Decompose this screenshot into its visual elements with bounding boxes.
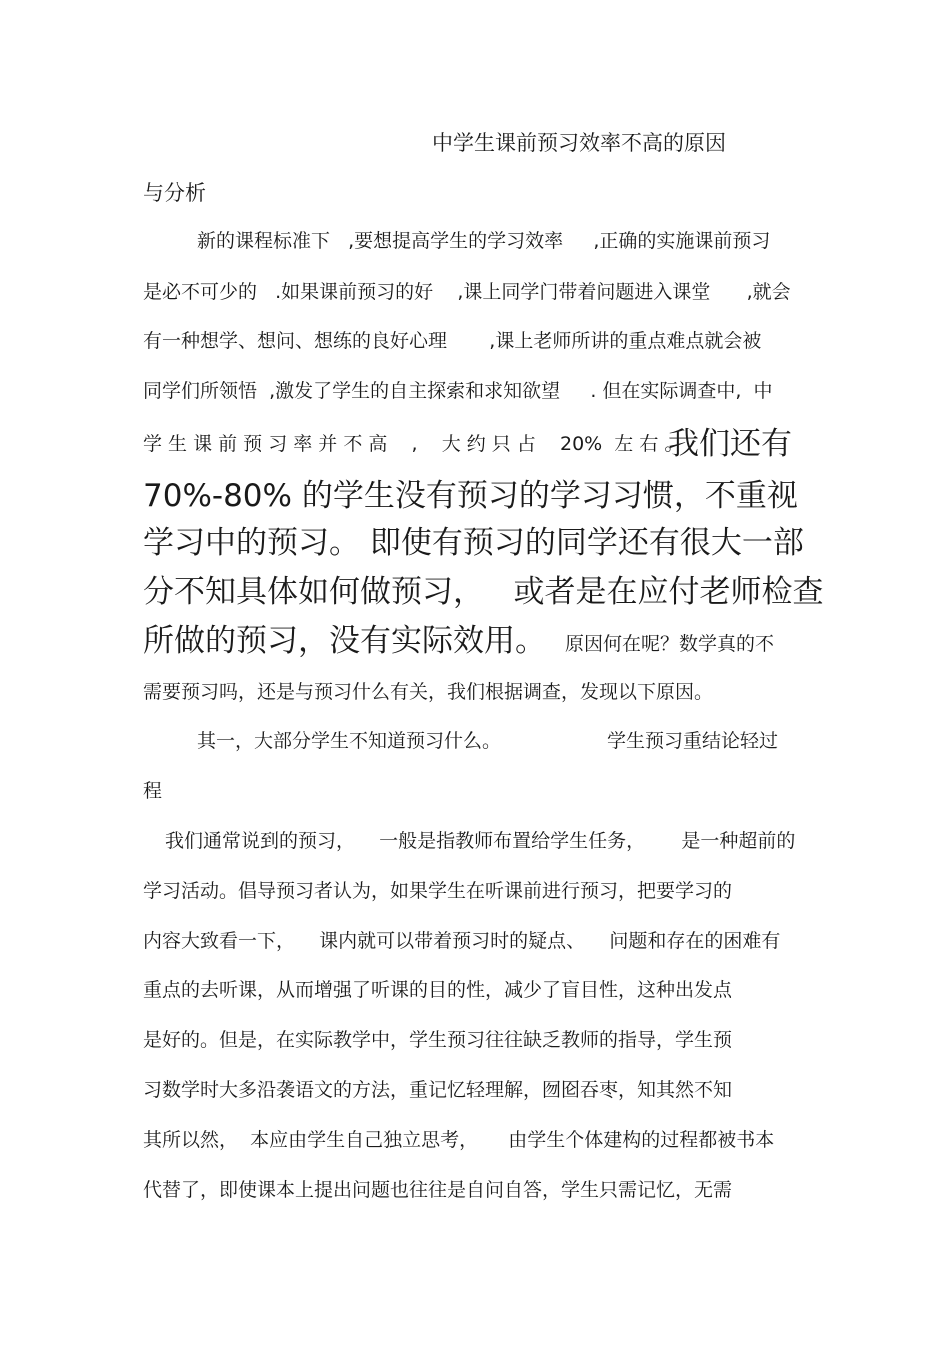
body-line: 代替了，即使课本上提出问题也往往是自问自答，学生只需记忆，无需 (143, 1179, 733, 1201)
body-line-large: 70%-80% 的学生没有预习的学习习惯，不重视 (143, 478, 798, 514)
body-line: 学习活动。倡导预习者认为，如果学生在听课前进行预习，把要学习的 (143, 880, 733, 902)
body-line: 其所以然， 本应由学生自己独立思考， 由学生个体建构的过程都被书本 (143, 1129, 775, 1151)
body-line: 是必不可少的 .如果课前预习的好 ,课上同学门带着问题进入课堂 ,就会 (143, 281, 791, 303)
body-line: 内容大致看一下， 课内就可以带着预习时的疑点、 问题和存在的困难有 (143, 930, 781, 952)
body-line: 我们通常说到的预习， 一般是指教师布置给学生任务， 是一种超前的 (165, 830, 796, 852)
body-line-large: 我们还有 (668, 426, 792, 462)
section-heading: 学生预习重结论轻过 (607, 730, 779, 752)
section-heading: 其一，大部分学生不知道预习什么。 (197, 730, 502, 752)
section-heading: 程 (143, 780, 163, 802)
body-line: 需要预习吗，还是与预习什么有关，我们根据调查，发现以下原因。 (143, 681, 714, 703)
body-line: 习数学时大多沿袭语文的方法，重记忆轻理解，囫囵吞枣，知其然不知 (143, 1079, 733, 1101)
body-line: 是好的。但是，在实际教学中，学生预习往往缺乏教师的指导，学生预 (143, 1029, 733, 1051)
body-line: 重点的去听课，从而增强了听课的目的性，减少了盲目性，这种出发点 (143, 979, 733, 1001)
body-line: 同学们所领悟 ,激发了学生的自主探索和求知欲望 . 但在实际调查中, 中 (143, 380, 773, 402)
body-line: 有一种想学、想问、想练的良好心理 ,课上老师所讲的重点难点就会被 (143, 330, 762, 352)
document-title-line-2: 与分析 (143, 181, 206, 205)
body-line-large: 学习中的预习。 即使有预习的同学还有很大一部 (143, 525, 804, 561)
body-line: 原因何在呢？数学真的不 (565, 633, 775, 655)
body-line: 新的课程标准下 ,要想提高学生的学习效率 ,正确的实施课前预习 (197, 230, 771, 252)
body-line: 学 生 课 前 预 习 率 并 不 高 , 大 约 只 占 20% 左 右 。 (143, 433, 684, 455)
body-line-large: 所做的预习，没有实际效用。 (143, 623, 546, 659)
body-line-large: 分不知具体如何做预习， 或者是在应付老师检查 (143, 574, 824, 610)
document-title-line-1: 中学生课前预习效率不高的原因 (432, 131, 726, 155)
